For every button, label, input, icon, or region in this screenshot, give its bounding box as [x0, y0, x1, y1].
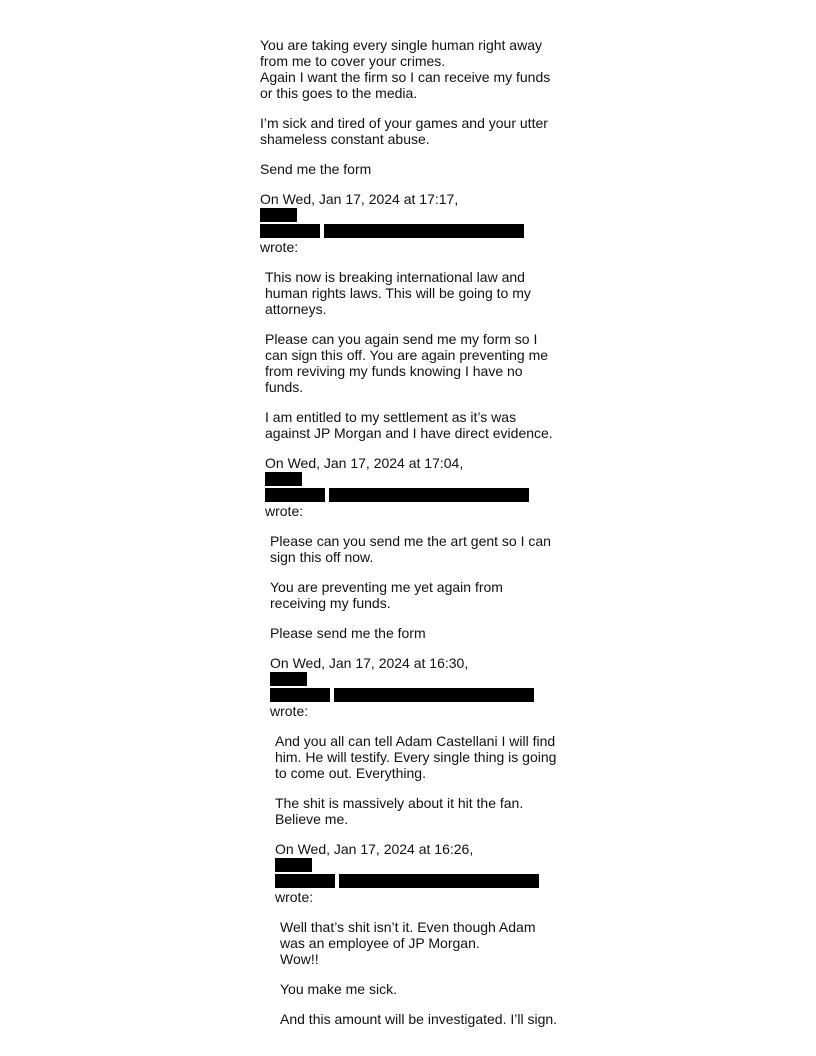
quote-header-wrote: wrote: [270, 703, 309, 719]
quote-header-date: On Wed, Jan 17, 2024 at 17:04, [265, 455, 464, 471]
message-level-4 [275, 919, 560, 1027]
quote-header [270, 655, 560, 719]
redaction-block [265, 488, 325, 502]
quote-header-date: On Wed, Jan 17, 2024 at 17:17, [260, 191, 459, 207]
redaction-block [260, 224, 320, 238]
body-paragraph: You are taking every single human right away from me to cover your crimes. Again I want the firm so I can receive my funds or this goes to the media. [260, 37, 551, 101]
message-level-2 [265, 533, 560, 1027]
redaction-block [275, 858, 312, 872]
quote-header-date: On Wed, Jan 17, 2024 at 16:30, [270, 655, 469, 671]
redaction-block [329, 488, 529, 502]
redaction-block [270, 672, 307, 686]
email-thread [260, 37, 560, 1041]
message-level-3 [270, 733, 560, 1027]
body-paragraph: You make me sick. [280, 981, 397, 997]
body-paragraph: And you all can tell Adam Castellani I will find him. He will testify. Every single thing is going to come out. Everything. [275, 733, 557, 781]
body-paragraph: I am entitled to my settlement as it’s was against JP Morgan and I have direct evidence. [265, 409, 553, 441]
message-level-0 [260, 37, 560, 255]
body-paragraph: I’m sick and tired of your games and your utter shameless constant abuse. [260, 115, 548, 147]
message-level-1 [260, 269, 560, 1027]
body-paragraph: Please can you again send me my form so I can sign this off. You are again preventing me from reviving my funds knowing I have no funds. [265, 331, 549, 395]
quote-header-wrote: wrote: [260, 239, 299, 255]
redaction-block [260, 208, 297, 222]
body-paragraph: Please can you send me the art gent so I can sign this off now. [270, 533, 551, 565]
body-paragraph: Send me the form [260, 161, 372, 177]
quote-header-wrote: wrote: [275, 889, 314, 905]
body-paragraph: Please send me the form [270, 625, 426, 641]
body-paragraph: Well that’s shit isn’t it. Even though Adam was an employee of JP Morgan. Wow!! [280, 919, 536, 967]
quote-header-date: On Wed, Jan 17, 2024 at 16:26, [275, 841, 474, 857]
redaction-block [275, 874, 335, 888]
redaction-block [339, 874, 539, 888]
body-paragraph: And this amount will be investigated. I’ll sign. [280, 1011, 558, 1027]
quote-header-wrote: wrote: [265, 503, 304, 519]
body-paragraph: This now is breaking international law and human rights laws. This will be going to my attorneys. [265, 269, 531, 317]
redaction-block [324, 224, 524, 238]
redaction-block [270, 688, 330, 702]
redaction-block [334, 688, 534, 702]
quote-header [260, 191, 560, 255]
redaction-block [265, 472, 302, 486]
body-paragraph: The shit is massively about it hit the fan. Believe me. [275, 795, 524, 827]
body-paragraph: You are preventing me yet again from receiving my funds. [270, 579, 503, 611]
quote-header [275, 841, 560, 905]
quote-header [265, 455, 560, 519]
